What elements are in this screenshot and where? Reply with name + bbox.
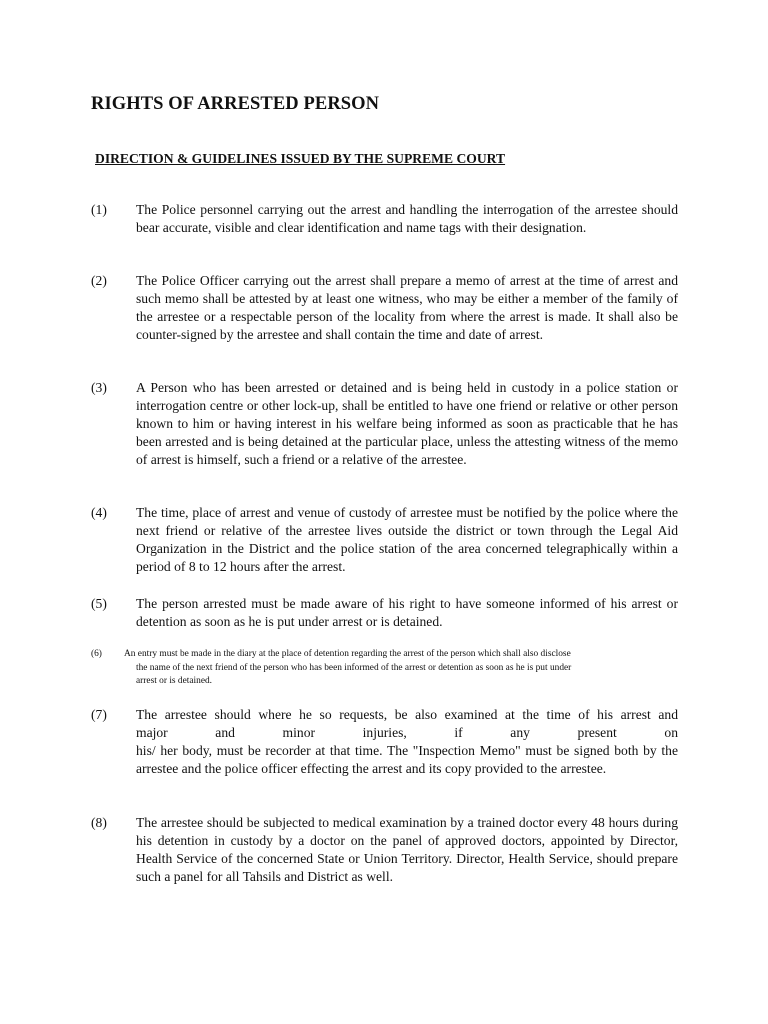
item-text	[136, 706, 678, 778]
item-number: (4)	[91, 505, 107, 520]
item-text: A Person who has been arrested or detained and is being held in custody in a police station or interrogation centre or other lock-up, shall be entitled to have one friend or relative or other person known to him or having interest in his welfare being informed as soon as practicable that he has been arrested and is being detained at the particular place, unless the attesting witness of the memo of arrest is himself, such a friend or a relative of the arrestee.	[136, 380, 678, 467]
document-title: RIGHTS OF ARRESTED PERSON	[91, 94, 380, 114]
item-number: (7)	[91, 707, 107, 722]
item-text	[124, 648, 678, 689]
item-text: The arrestee should be subjected to medical examination by a trained doctor every 48 hours during his detention in custody by a doctor on the panel of approved doctors, appointed by Director, Health Service of the concerned State or Union Territory. Director, Health Service, should prepare such a panel for all Tahsils and District as well.	[136, 815, 678, 884]
item-text: The time, place of arrest and venue of custody of arrestee must be notified by the police where the next friend or relative of the arrestee lives outside the district or town through the Legal Aid Organization in the District and the police station of the area concerned telegraphically within a period of 8 to 12 hours after the arrest.	[136, 505, 678, 574]
item-number: (1)	[91, 202, 107, 217]
item-text-line: The arrestee should where he so requests, be also examined at the time of his arrest and	[136, 707, 678, 722]
item-number: (5)	[91, 596, 107, 611]
item-number: (3)	[91, 380, 107, 395]
item-text-line: major and minor injuries, if any present on	[136, 725, 678, 740]
item-text: The Police Officer carrying out the arrest shall prepare a memo of arrest at the time of arrest and such memo shall be attested by at least one witness, who may be either a member of the family of the arrestee or a respectable person of the locality from where the arrest is made. It shall also be counter-signed by the arrestee and shall contain the time and date of arrest.	[136, 273, 678, 342]
document-subtitle: DIRECTION & GUIDELINES ISSUED BY THE SUPREME COURT	[95, 151, 506, 166]
item-number: (2)	[91, 273, 107, 288]
item-text-line: arrest or is detained.	[136, 676, 213, 686]
item-text: The person arrested must be made aware of his right to have someone informed of his arrest or detention as soon as he is put under arrest or is detained.	[136, 596, 678, 629]
item-text-line: An entry must be made in the diary at the place of detention regarding the arrest of the person which shall also disclose	[124, 649, 571, 659]
item-text-line: the name of the next friend of the person who has been informed of the arrest or detention as soon as he is put under	[136, 662, 572, 673]
item-number: (6)	[91, 649, 102, 659]
item-text: The Police personnel carrying out the arrest and handling the interrogation of the arrestee should bear accurate, visible and clear identification and name tags with their designation.	[136, 202, 678, 235]
item-number: (8)	[91, 815, 107, 830]
item-text-line: his/ her body, must be recorder at that time. The "Inspection Memo" must be signed both by the arrestee and the police officer effecting the arrest and its copy provided to the arrestee.	[136, 743, 678, 776]
